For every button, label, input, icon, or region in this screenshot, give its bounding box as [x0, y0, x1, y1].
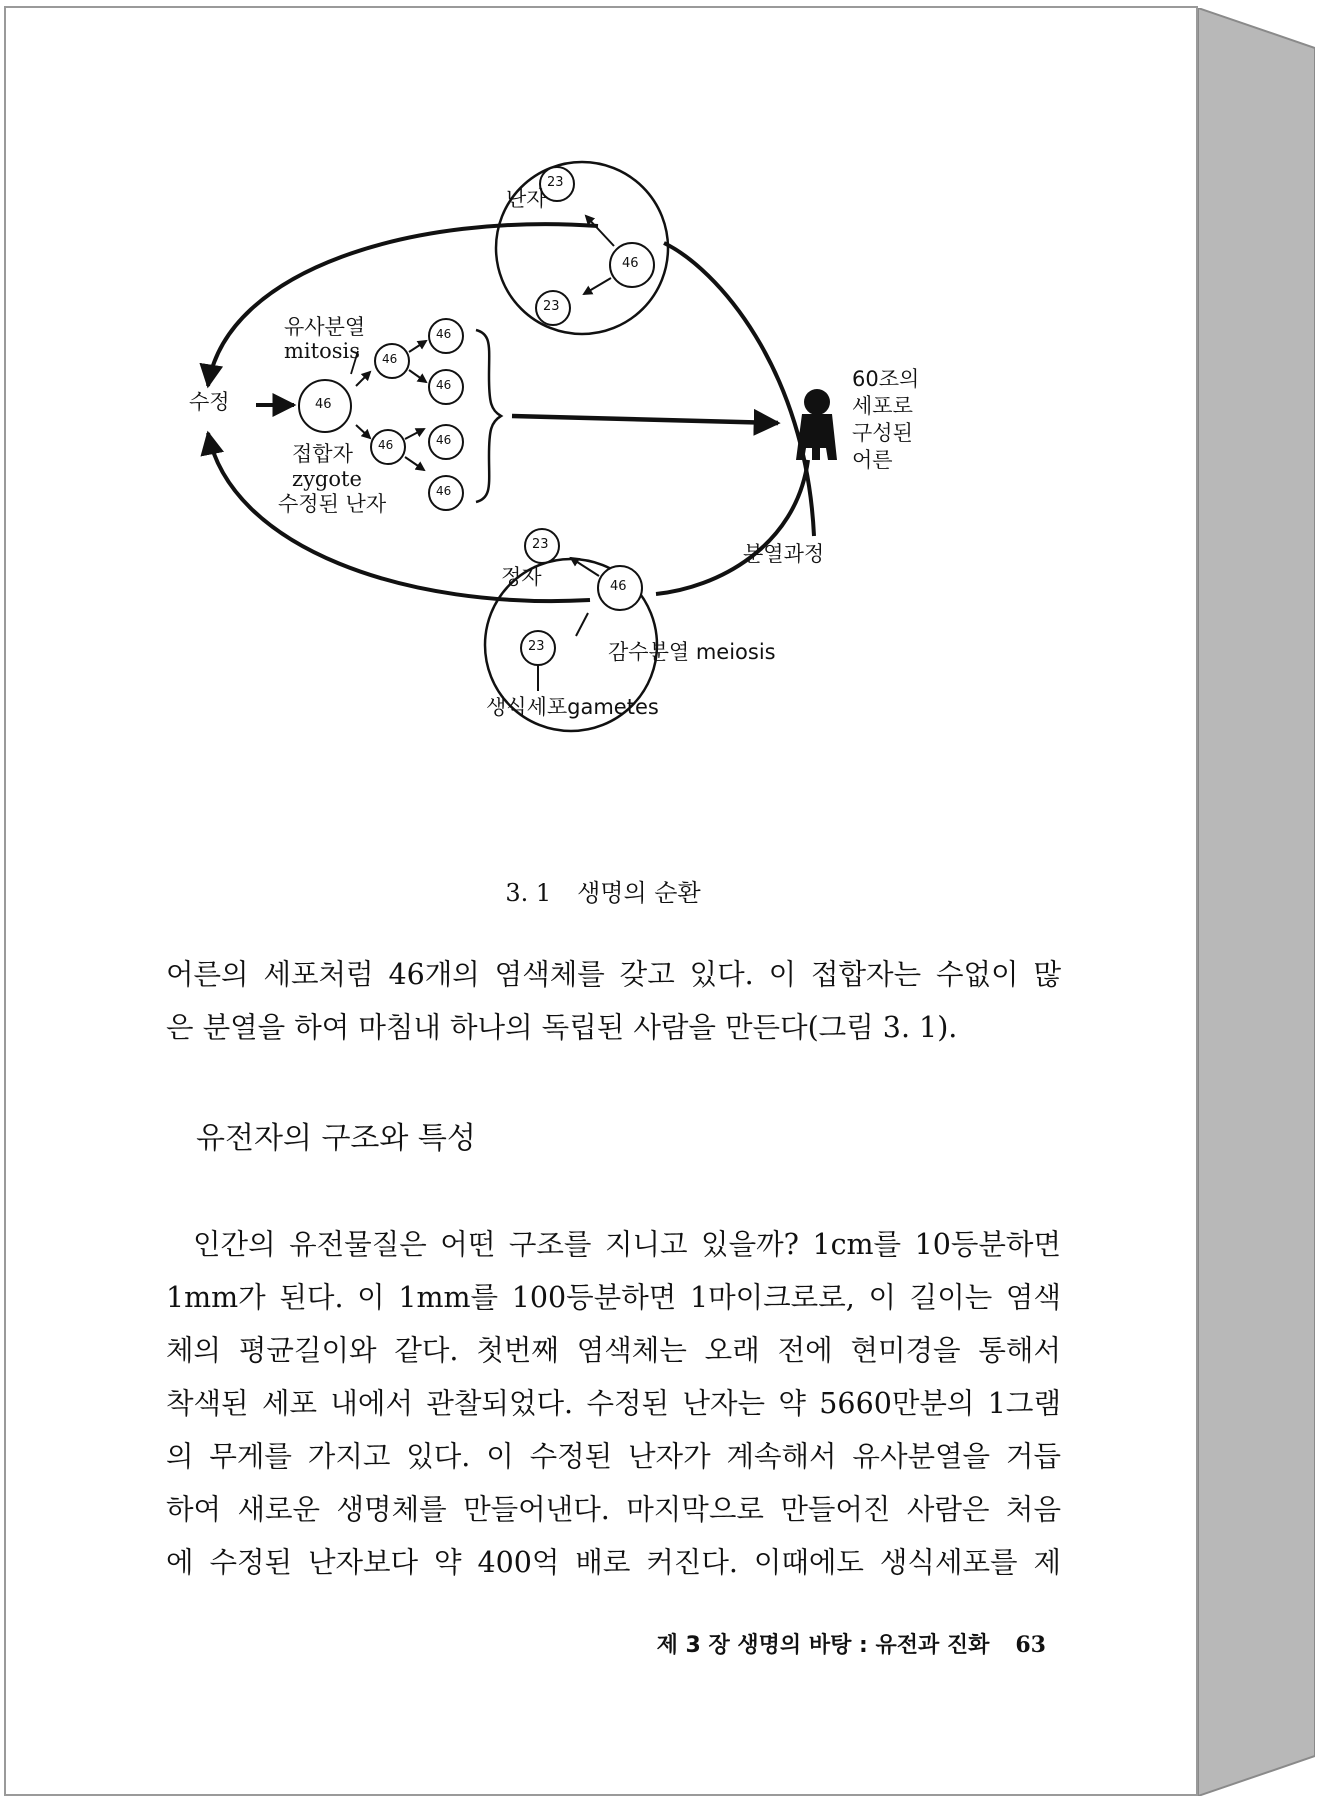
cell-label: 46: [622, 256, 639, 271]
adult-label-line4: 어른: [852, 448, 893, 472]
paragraph-2: [166, 1218, 1061, 1589]
life-cycle-figure: [156, 148, 1116, 848]
adult-figure-icon: [796, 389, 837, 460]
figure-caption-text: 생명의 순환: [577, 879, 701, 907]
cell-label: 46: [610, 579, 627, 594]
cell-label: 23: [547, 175, 564, 190]
division-process-label: 분열과정: [743, 542, 825, 566]
text-line: 착색된 세포 내에서 관찰되었다. 수정된 난자는 약 5660만분의 1그램: [166, 1387, 1061, 1420]
fertilization-label: 수정: [189, 390, 230, 414]
page-footer: [657, 1628, 1046, 1659]
cell-label: 23: [528, 639, 545, 654]
text-line: 의 무게를 가지고 있다. 이 수정된 난자가 계속해서 유사분열을 거듭: [166, 1440, 1061, 1473]
gametes-label: 생식세포gametes: [486, 695, 659, 719]
text-line: 은 분열을 하여 마침내 하나의 독립된 사람을 만든다(그림 3. 1).: [166, 1011, 958, 1044]
cell-label: 46: [378, 438, 394, 452]
sperm-label: 정자: [501, 565, 542, 589]
cell-label: 23: [532, 537, 549, 552]
book-page: [4, 6, 1198, 1796]
grouping-brace: [476, 330, 501, 502]
cell-label: 46: [436, 484, 452, 498]
zygote-english-label: zygote: [292, 467, 362, 491]
text-line: 1mm가 된다. 이 1mm를 100등분하면 1마이크로로, 이 길이는 염색: [166, 1281, 1061, 1314]
ovum-label: 난자: [506, 187, 547, 211]
cell-label: 46: [436, 327, 452, 341]
text-line: 어른의 세포처럼 46개의 염색체를 갖고 있다. 이 접합자는 수없이 많: [166, 958, 1061, 991]
zygote-korean-label: 접합자: [292, 442, 353, 466]
text-line: 하여 새로운 생명체를 만들어낸다. 마지막으로 만들어진 사람은 처음: [166, 1493, 1061, 1526]
text-line: 체의 평균길이와 같다. 첫번째 염색체는 오래 전에 현미경을 통해서: [166, 1334, 1061, 1367]
cell-label: 46: [315, 397, 332, 412]
figure-caption-number: 3. 1: [505, 879, 552, 907]
page-number: 63: [1015, 1632, 1046, 1658]
adult-label-line2: 세포로: [852, 394, 913, 418]
paragraph-1: [166, 948, 1061, 1054]
cell-label: 46: [436, 378, 452, 392]
mitosis-english-label: mitosis: [284, 339, 360, 363]
text-line: 인간의 유전물질은 어떤 구조를 지니고 있을까? 1cm를 10등분하면: [166, 1228, 1061, 1261]
fertilized-ovum-label: 수정된 난자: [278, 492, 387, 516]
adult-label-line1: 60조의: [852, 367, 920, 391]
adult-label-line3: 구성된: [852, 421, 913, 445]
figure-caption: [6, 873, 1200, 908]
section-heading: 유전자의 구조와 특성: [196, 1121, 476, 1156]
mitosis-korean-label: 유사분열: [284, 315, 366, 339]
cell-label: 46: [436, 433, 452, 447]
cell-label: 23: [543, 299, 560, 314]
book-side-edge: [1198, 8, 1315, 1796]
chapter-title: 제 3 장 생명의 바탕 : 유전과 진화: [656, 1633, 990, 1658]
cell-label: 46: [382, 352, 398, 366]
text-line: 에 수정된 난자보다 약 400억 배로 커진다. 이때에도 생식세포를 제: [166, 1546, 1061, 1579]
meiosis-label: 감수분열 meiosis: [608, 640, 776, 664]
